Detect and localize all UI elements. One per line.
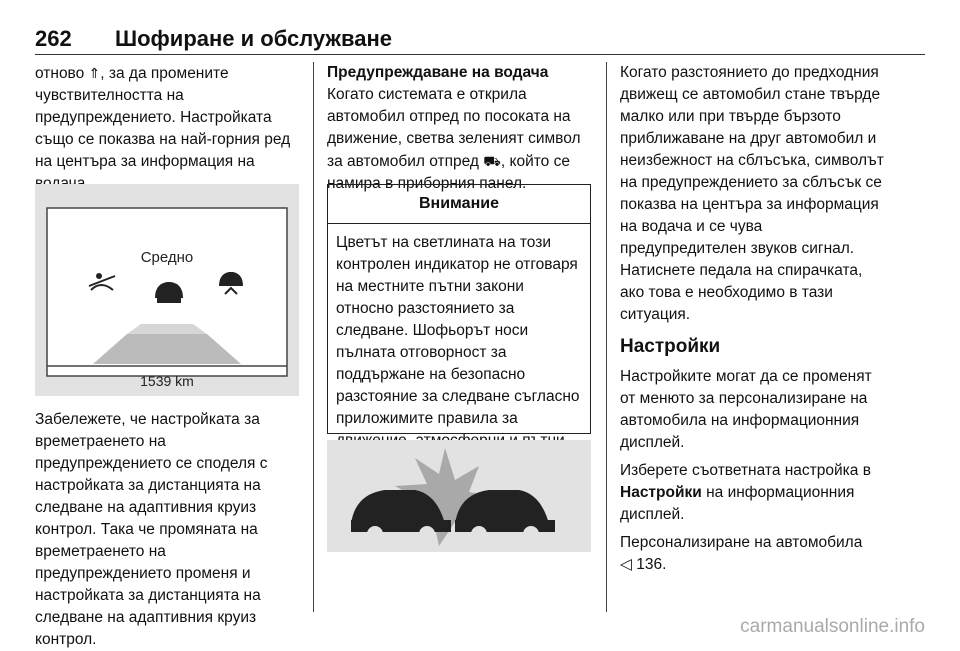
- column-3: [620, 62, 890, 582]
- warning-title: Внимание: [328, 185, 590, 224]
- page-header: [35, 22, 925, 55]
- paragraph: Когато разстоянието до предходния движещ се автомобил стане твърде малко или при твърде бързото приближаване на друг автомобил и неизбежност на сблъсъка, символът на предупреждението за сблъсък се показва на центъра за информация на водача и се чува предупредителен звуков сигнал. Натиснете педала на спирачката, ако това е необходимо в тази ситуация.: [620, 64, 884, 323]
- dic-display-illustration: [35, 184, 299, 396]
- paragraph: Настройките могат да се променят от менюто за персонализиране на автомобила на информационния дисплей.: [620, 368, 872, 451]
- settings-menu-reference: Настройки: [620, 484, 702, 501]
- column-divider: [313, 62, 314, 612]
- column-1: [35, 62, 303, 195]
- paragraph: отново ⇑, за да промените чувствителността на предупреждението. Настройката също се показва на най-горния ред на центъра за информация на: [35, 65, 291, 170]
- warning-body: Цветът на светлината на този контролен индикатор не отговаря на местните пътни закони относно разстоянието за следване. Шофьорът носи пълната отговорност за поддържане на безопасно разстояние за следване съгласно приложимите правила за: [336, 234, 580, 427]
- section-heading: Настройки: [620, 336, 721, 357]
- collision-alert-figure: [327, 440, 591, 552]
- paragraph: Когато системата е открила автомобил отпред по посоката на движение, светва зеленият символ за автомобил отпред ⛟, който се намира в приборния панел.: [327, 86, 581, 192]
- chapter-title: Шофиране и обслужване: [115, 26, 393, 51]
- paragraph: Персонализиране на автомобила ◁ 136.: [620, 534, 863, 573]
- sensitivity-icon: ⇑: [88, 65, 101, 81]
- paragraph: Изберете съответната настройка в Настройки на информационния дисплей.: [620, 462, 871, 523]
- section-heading: Предупреждаване на водача: [327, 64, 549, 81]
- driver-info-center-figure: [35, 184, 299, 396]
- paragraph: Забележете, че настройката за времетраенето на предупреждението се споделя с настройката за дистанцията на следване на адаптивния круиз контрол. Така че промяната на времетраенето на предупреждението променя и настройката за дистанцията на следване на адаптивния круиз контрол.: [35, 411, 268, 648]
- watermark: carmanualsonline.info: [740, 616, 925, 637]
- page-reference-icon: ◁: [620, 556, 632, 573]
- column-2: [327, 62, 595, 195]
- page-reference[interactable]: 136.: [631, 556, 667, 573]
- warning-box: [327, 184, 591, 434]
- column-divider: [606, 62, 607, 612]
- collision-illustration: [327, 440, 591, 552]
- odometer-value: 1539 km: [140, 373, 194, 389]
- vehicle-ahead-icon: ⛟: [483, 153, 501, 169]
- sensitivity-label: Средно: [140, 249, 194, 266]
- page-number: 262: [35, 26, 72, 51]
